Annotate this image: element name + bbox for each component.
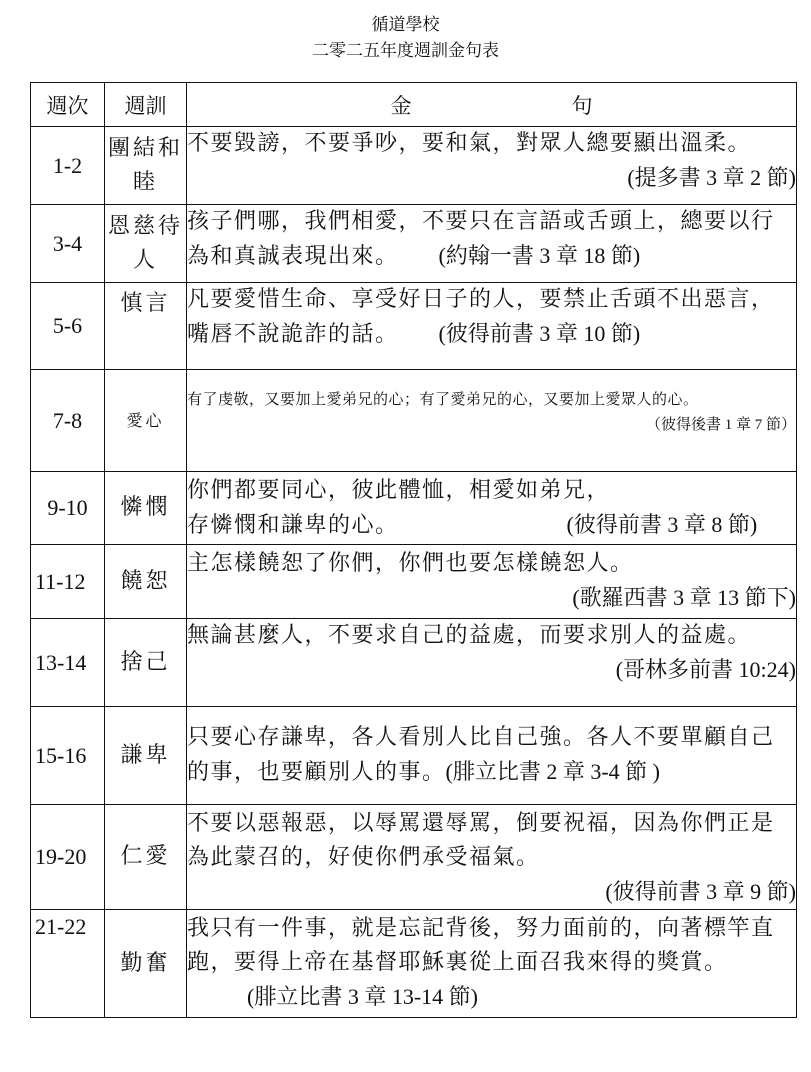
topic-cell: 慎言 (105, 283, 187, 370)
verse-text: 我只有一件事，就是忘記背後，努力面前的，向著標竿直跑，要得上帝在基督耶穌裏從上面召我來得的獎賞。 (187, 916, 775, 975)
week-cell: 7-8 (31, 370, 105, 472)
verse-reference: (提多書 3 章 2 節) (627, 165, 796, 190)
header-week: 週次 (31, 83, 105, 127)
verse-text: 只要心存謙卑，各人看別人比自己強。各人不要單顧自己的事，也要顧別人的事。 (187, 725, 775, 785)
verse-text: 無論甚麼人，不要求自己的益處，而要求別人的益處。 (187, 623, 752, 648)
week-cell: 15-16 (31, 707, 105, 805)
verse-text: 主怎樣饒恕了你們，你們也要怎樣饒恕人。 (187, 551, 634, 576)
verse-reference: (腓立比書 3 章 13-14 節) (247, 984, 478, 1009)
verse-cell (187, 619, 797, 707)
verse-reference: (哥林多前書 10:24) (615, 657, 796, 682)
week-cell: 1-2 (31, 127, 105, 205)
table-row (31, 805, 797, 910)
topic-cell: 愛心 (105, 370, 187, 472)
table-row (31, 283, 797, 370)
weekly-motto-table (30, 82, 797, 1018)
header-verse (187, 83, 797, 127)
verse-cell (187, 910, 797, 1018)
verse-text: 不要以惡報惡，以辱罵還辱罵，倒要祝福，因為你們正是為此蒙召的，好使你們承受福氣。 (187, 811, 775, 870)
verse-text: 凡要愛惜生命、享受好日子的人，要禁止舌頭不出惡言，嘴唇不說詭詐的話。 (187, 287, 775, 347)
topic-cell: 仁愛 (105, 805, 187, 910)
table-header-row (31, 83, 797, 127)
verse-text-line-1: 你們都要同心，彼此體恤，相愛如弟兄， (187, 478, 611, 503)
verse-reference: (彼得前書 3 章 8 節) (566, 512, 758, 537)
verse-cell (187, 127, 797, 205)
table-row (31, 707, 797, 805)
week-cell: 13-14 (31, 619, 105, 707)
verse-text: 不要毀謗，不要爭吵，要和氣，對眾人總要顯出溫柔。 (187, 131, 752, 156)
school-name: 循道學校 (371, 15, 440, 35)
topic-cell: 恩慈待人 (105, 205, 187, 283)
table-row (31, 127, 797, 205)
verse-cell (187, 707, 797, 805)
topic-cell: 團結和睦 (105, 127, 187, 205)
table-row (31, 910, 797, 1018)
topic-cell: 捨己 (105, 619, 187, 707)
verse-text-line-2: 存憐憫和謙卑的心。 (187, 513, 399, 538)
header-verse-char-2: 句 (571, 93, 593, 118)
topic-cell: 憐憫 (105, 472, 187, 545)
verse-cell (187, 370, 797, 472)
table-row (31, 472, 797, 545)
topic-cell: 饒恕 (105, 545, 187, 619)
topic-cell: 謙卑 (105, 707, 187, 805)
verse-reference: (彼得前書 3 章 10 節) (438, 321, 641, 346)
verse-cell (187, 472, 797, 545)
verse-text: 有了虔敬，又要加上愛弟兄的心；有了愛弟兄的心，又要加上愛眾人的心。 (187, 390, 699, 408)
document-title: 二零二五年度週訓金句表 (312, 41, 499, 61)
week-cell: 3-4 (31, 205, 105, 283)
table-row (31, 370, 797, 472)
header-topic: 週訓 (105, 83, 187, 127)
week-cell: 11-12 (31, 545, 105, 619)
verse-text: 孩子們哪，我們相愛，不要只在言語或舌頭上，總要以行為和真誠表現出來。 (187, 209, 775, 269)
week-cell: 19-20 (31, 805, 105, 910)
verse-reference: (腓立比書 2 章 3-4 節 ) (445, 759, 660, 784)
verse-reference: (約翰一書 3 章 18 節) (438, 243, 641, 268)
verse-cell (187, 205, 797, 283)
table-row (31, 545, 797, 619)
verse-cell (187, 283, 797, 370)
verse-cell (187, 805, 797, 910)
verse-reference: （彼得後書 1 章 7 節） (645, 417, 796, 433)
week-cell: 21-22 (31, 910, 105, 1018)
header-verse-char-1: 金 (390, 93, 412, 118)
topic-cell: 勤奮 (105, 910, 187, 1018)
verse-reference: (彼得前書 3 章 9 節) (605, 879, 796, 904)
verse-reference: (歌羅西書 3 章 13 節下) (572, 585, 796, 610)
table-row (31, 619, 797, 707)
table-row (31, 205, 797, 283)
week-cell: 9-10 (31, 472, 105, 545)
document-header (0, 12, 811, 64)
verse-cell (187, 545, 797, 619)
week-cell: 5-6 (31, 283, 105, 370)
